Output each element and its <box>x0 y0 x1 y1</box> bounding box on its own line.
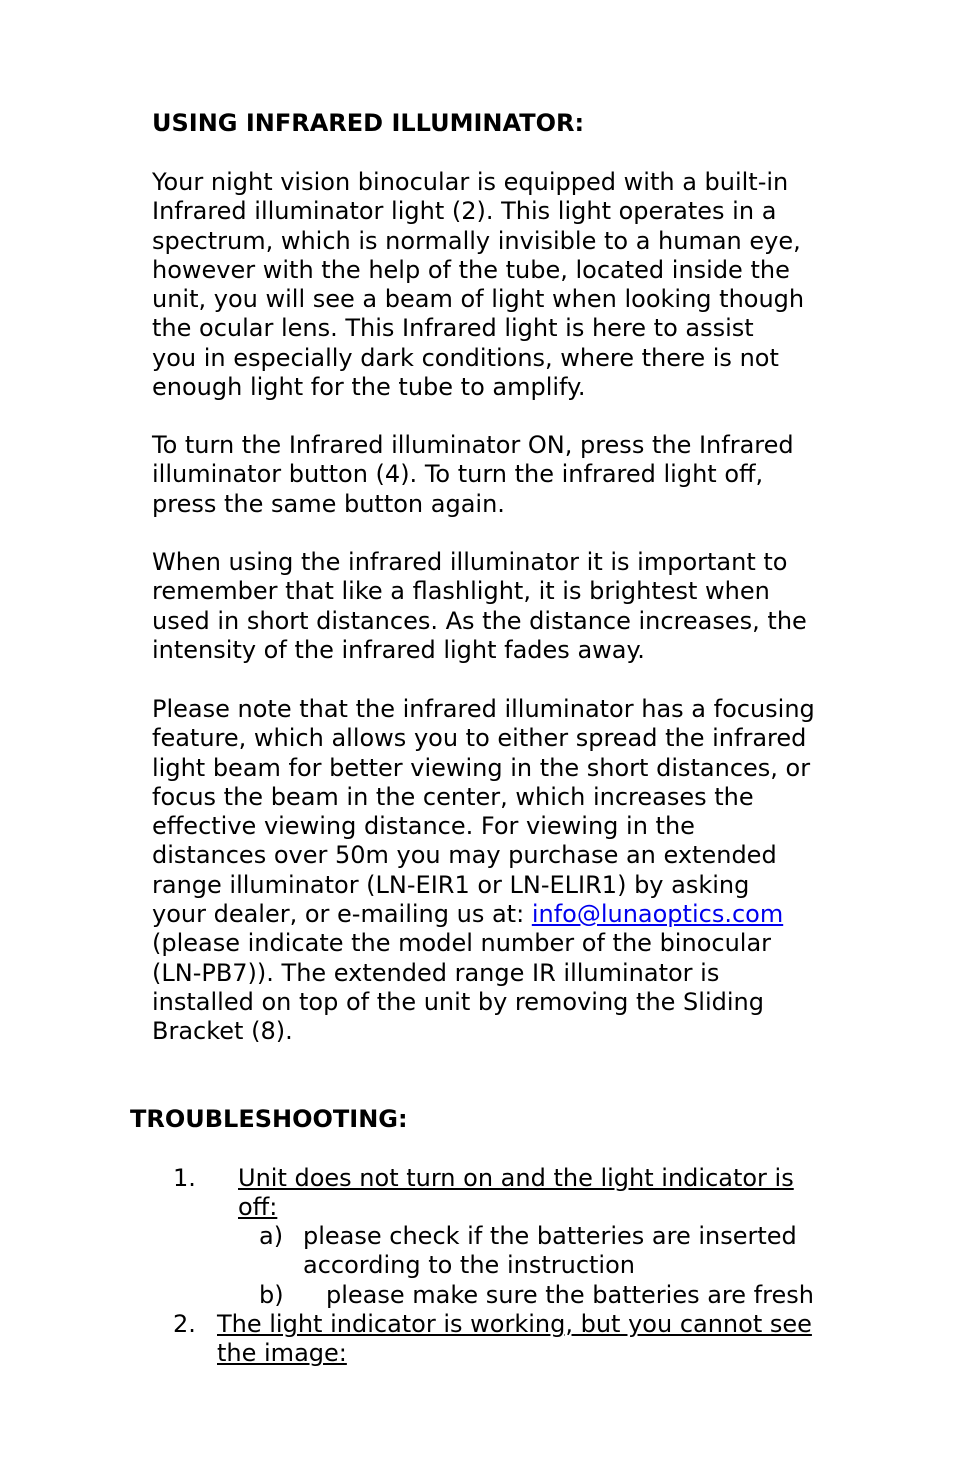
sub-item-marker: a) <box>259 1222 284 1250</box>
text-line: enough light for the tube to amplify. <box>152 373 586 402</box>
text-line: the image: <box>217 1339 347 1368</box>
text-line: used in short distances. As the distance increases, the <box>152 606 807 635</box>
text-line: according to the instruction <box>303 1251 635 1280</box>
text-line: spectrum, which is normally invisible to a human eye, <box>152 226 801 255</box>
text-line: range illuminator (LN-EIR1 or LN-ELIR1) by asking <box>152 870 750 899</box>
text-line: To turn the Infrared illuminator ON, press the Infrared <box>152 431 794 459</box>
text-line: illuminator button (4). To turn the infrared light off, <box>152 460 764 489</box>
text-line: effective viewing distance. For viewing in the <box>152 812 695 841</box>
text-line: distances over 50m you may purchase an extended <box>152 841 777 870</box>
text-line: please check if the batteries are inserted <box>303 1222 797 1250</box>
list-item-title <box>238 1164 794 1223</box>
section-heading-troubleshooting: TROUBLESHOOTING: <box>130 1105 408 1133</box>
paragraph-focusing <box>152 695 815 1047</box>
section-heading-infrared: USING INFRARED ILLUMINATOR: <box>152 109 585 137</box>
email-link[interactable]: info@lunaoptics.com <box>531 900 784 929</box>
text-line: Please note that the infrared illuminator has a focusing <box>152 695 815 723</box>
text-line: (please indicate the model number of the binocular <box>152 929 772 958</box>
sub-item-text <box>303 1222 797 1281</box>
text-line: unit, you will see a beam of light when looking though <box>152 285 805 314</box>
text-line: installed on top of the unit by removing the Sliding <box>152 987 764 1016</box>
text-line: off: <box>238 1193 278 1222</box>
email-prefix: your dealer, or e-mailing us at: <box>152 900 532 929</box>
text-line: intensity of the infrared light fades away. <box>152 635 645 664</box>
text-line: press the same button again. <box>152 489 505 518</box>
text-line: remember that like a flashlight, it is brightest when <box>152 577 770 606</box>
sub-item-text: please make sure the batteries are fresh <box>326 1281 814 1309</box>
text-line: (LN-PB7)). The extended range IR illuminator is <box>152 958 720 987</box>
paragraph-intro <box>152 168 804 402</box>
sub-item-marker: b) <box>259 1281 284 1309</box>
list-item-number: 1. <box>173 1164 196 1192</box>
text-line: however with the help of the tube, located inside the <box>152 255 790 284</box>
text-line: feature, which allows you to either spread the infrared <box>152 724 807 753</box>
list-item-title <box>217 1310 812 1369</box>
text-line-email <box>152 900 815 929</box>
text-line: Unit does not turn on and the light indicator is <box>238 1164 794 1192</box>
text-line: the ocular lens. This Infrared light is here to assist <box>152 314 754 343</box>
text-line: focus the beam in the center, which increases the <box>152 782 754 811</box>
paragraph-distance <box>152 548 807 665</box>
paragraph-turn-on <box>152 431 794 519</box>
text-line: Infrared illuminator light (2). This light operates in a <box>152 197 777 226</box>
text-line: Your night vision binocular is equipped with a built-in <box>152 168 789 196</box>
text-line: you in especially dark conditions, where there is not <box>152 343 779 372</box>
text-line: When using the infrared illuminator it is important to <box>152 548 788 576</box>
text-line: The light indicator is working, but you cannot see <box>217 1310 812 1338</box>
text-line: light beam for better viewing in the short distances, or <box>152 753 811 782</box>
text-line: Bracket (8). <box>152 1017 293 1046</box>
list-item-number: 2. <box>173 1310 196 1338</box>
